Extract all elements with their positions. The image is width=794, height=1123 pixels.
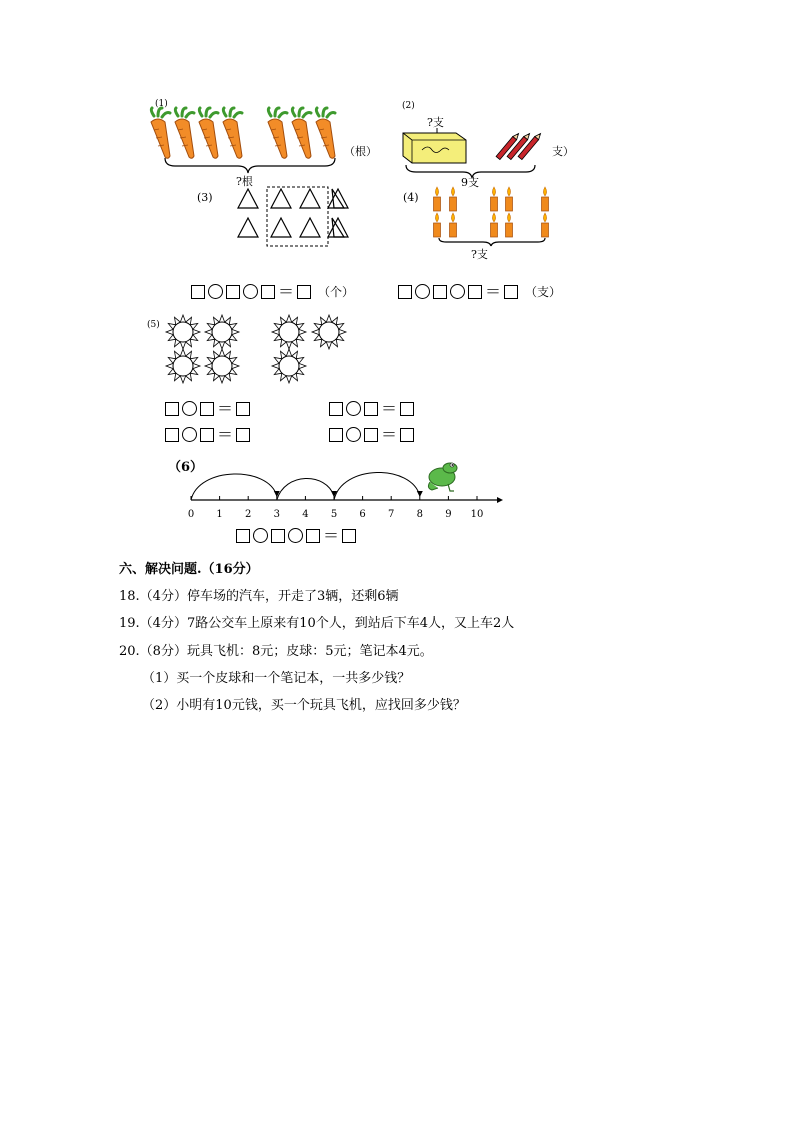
tick-label: 6 xyxy=(359,509,366,520)
sub-question-2: （2）小明有10元钱，买一个玩具飞机，应找回多少钱？ xyxy=(142,698,466,713)
equals-sign: ＝ xyxy=(323,525,340,545)
tick-label: 0 xyxy=(187,509,195,520)
tick-label: 5 xyxy=(330,509,338,520)
equals-sign: ＝ xyxy=(217,398,234,418)
problem-2-question: ?支 xyxy=(427,116,444,129)
tick-label: 10 xyxy=(470,509,484,520)
tick-label: 1 xyxy=(216,509,223,520)
equals-sign: ＝ xyxy=(278,281,295,301)
problem-4-label: (4) xyxy=(403,191,419,204)
problem-2-unit: 支） xyxy=(552,145,574,158)
answer-box[interactable] xyxy=(342,529,356,543)
problem-4-unit: （支） xyxy=(525,285,562,299)
operator-circle[interactable] xyxy=(253,528,268,543)
question-18: 18.（4分）停车场的汽车，开走了3辆，还剩6辆 xyxy=(119,589,399,604)
tick-label: 9 xyxy=(445,509,452,520)
problem-1-label: (1) xyxy=(155,99,168,109)
tick-label: 7 xyxy=(388,509,395,520)
problem-6-label: （6） xyxy=(168,460,204,475)
equals-sign: ＝ xyxy=(381,424,398,444)
question-20: 20.（8分）玩具飞机：8元；皮球：5元；笔记本4元。 xyxy=(119,644,433,659)
tick-label: 3 xyxy=(273,509,280,520)
frog-icon xyxy=(428,463,457,491)
problem-3-unit: （个） xyxy=(318,285,355,299)
tick-label: 8 xyxy=(416,509,423,520)
number-line-figure xyxy=(0,0,794,530)
problem-1-question: ?根 xyxy=(236,175,253,188)
question-19: 19.（4分）7路公交车上原来有10个人，到站后下车4人，又上车2人 xyxy=(119,616,515,631)
sub-question-1: （1）买一个皮球和一个笔记本，一共多少钱？ xyxy=(142,671,411,686)
equals-sign: ＝ xyxy=(217,424,234,444)
tick-label: 2 xyxy=(245,509,252,520)
jump-arc xyxy=(191,474,277,500)
jump-arrowhead xyxy=(417,491,423,497)
problem-2-total: 9支 xyxy=(461,176,479,189)
answer-box[interactable] xyxy=(271,529,285,543)
tick-label: 4 xyxy=(302,509,309,520)
problem-5-label: (5) xyxy=(147,320,160,330)
operator-circle[interactable] xyxy=(288,528,303,543)
answer-box[interactable] xyxy=(306,529,320,543)
equals-sign: ＝ xyxy=(381,398,398,418)
jump-arc xyxy=(334,472,420,500)
section-title: 六、解决问题.（16分） xyxy=(119,562,259,577)
equals-sign: ＝ xyxy=(485,281,502,301)
equation-problem-6 xyxy=(236,525,356,545)
problem-1-unit: （根） xyxy=(344,145,377,158)
problem-2-label: (2) xyxy=(402,101,415,111)
answer-box[interactable] xyxy=(236,529,250,543)
problem-4-question: ?支 xyxy=(471,248,488,261)
problem-3-label: (3) xyxy=(197,191,213,204)
